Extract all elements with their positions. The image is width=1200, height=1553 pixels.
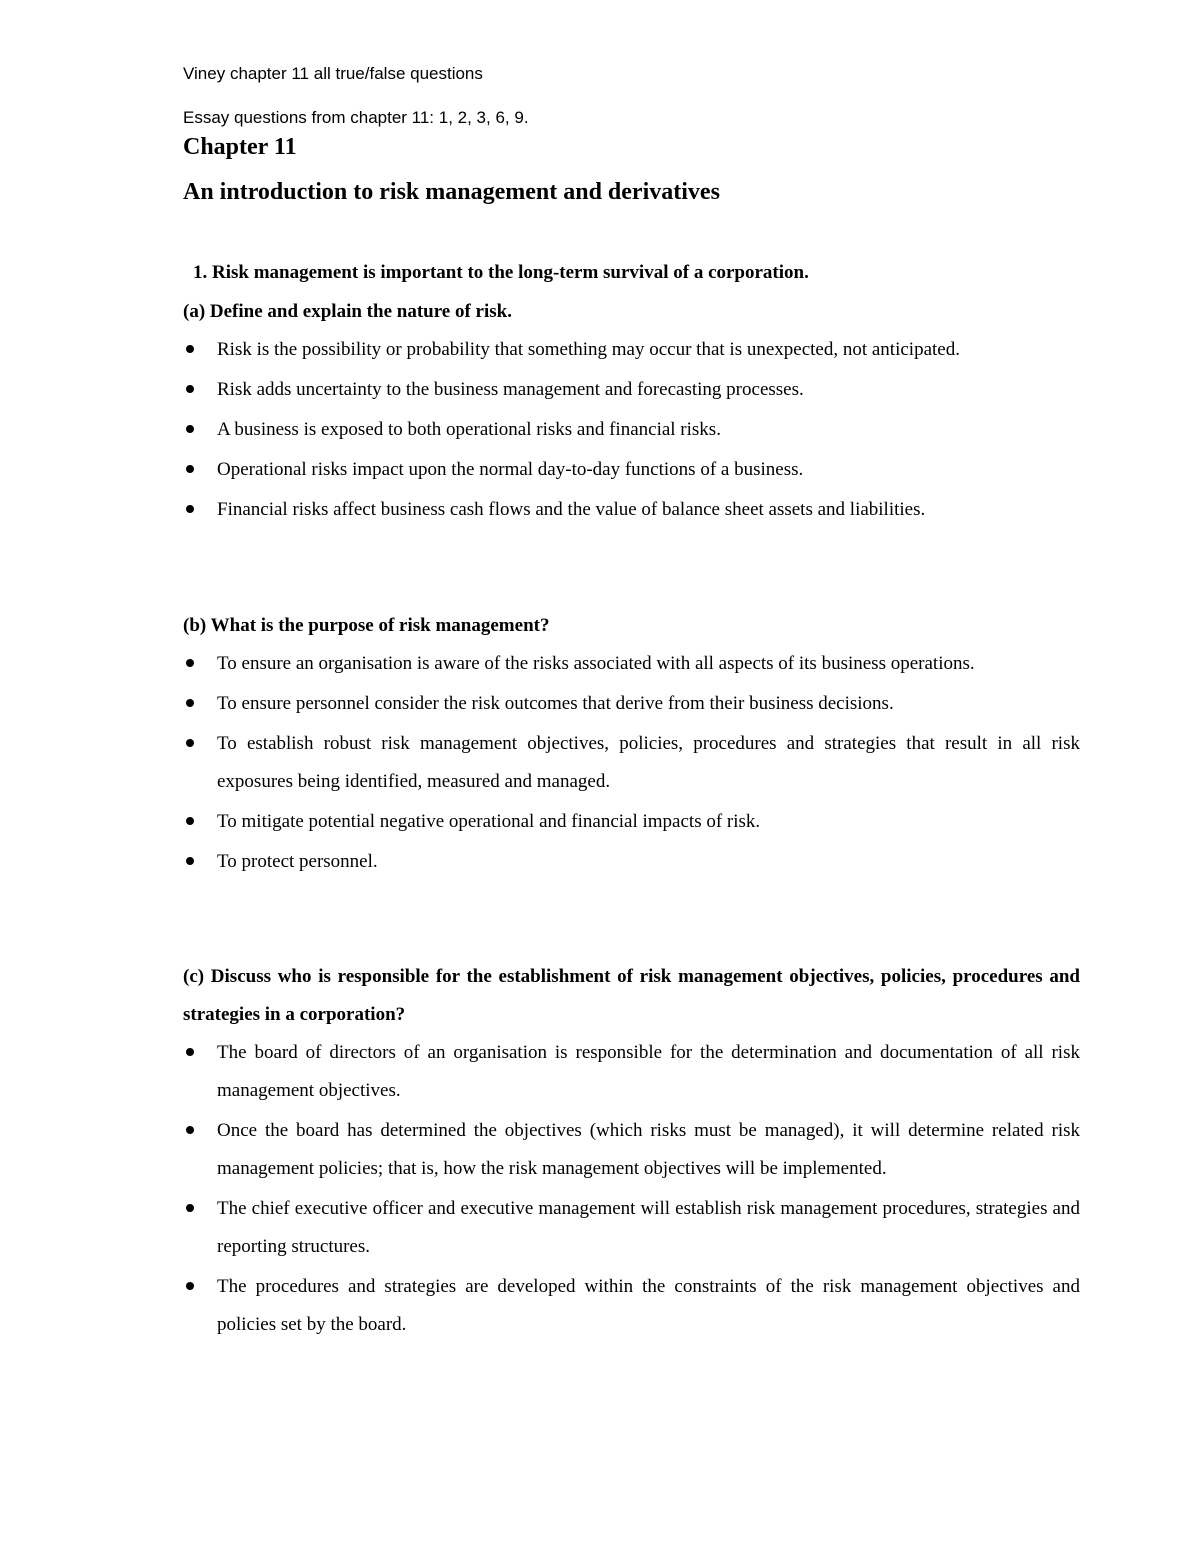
- chapter-subtitle: An introduction to risk management and derivatives: [183, 179, 720, 205]
- bullet-icon: [186, 425, 194, 433]
- bullet-icon: [186, 1204, 194, 1212]
- part-c-bullet-list: [183, 1034, 1080, 1344]
- part-b-bullet-list: [183, 645, 1080, 881]
- list-item: To protect personnel.: [183, 843, 1080, 881]
- bullet-icon: [186, 1126, 194, 1134]
- bullet-icon: [186, 699, 194, 707]
- bullet-icon: [186, 659, 194, 667]
- list-item: To establish robust risk management objectives, policies, procedures and strategies that result in all risk exposures being identified, measured and managed.: [183, 725, 1080, 801]
- part-c-heading: (c) Discuss who is responsible for the establishment of risk management objectives, policies, procedures and strategies in a corporation?: [183, 966, 1080, 1025]
- list-item: Risk adds uncertainty to the business management and forecasting processes.: [183, 371, 1080, 409]
- list-item: The board of directors of an organisation is responsible for the determination and documentation of all risk management objectives.: [183, 1034, 1080, 1110]
- part-c-section: [183, 958, 1080, 1346]
- list-item: The procedures and strategies are developed within the constraints of the risk management objectives and policies set by the board.: [183, 1268, 1080, 1344]
- list-item: A business is exposed to both operational risks and financial risks.: [183, 411, 1080, 449]
- bullet-icon: [186, 1048, 194, 1056]
- part-b-section: [183, 607, 1080, 883]
- part-a-heading: (a) Define and explain the nature of risk.: [183, 301, 512, 322]
- bullet-icon: [186, 817, 194, 825]
- bullet-icon: [186, 1282, 194, 1290]
- bullet-icon: [186, 857, 194, 865]
- assignment-line-essay: Essay questions from chapter 11: 1, 2, 3, 6, 9.: [183, 108, 529, 127]
- bullet-icon: [186, 385, 194, 393]
- bullet-icon: [186, 739, 194, 747]
- question-1-heading: 1. Risk management is important to the long-term survival of a corporation.: [193, 262, 809, 283]
- part-a-bullet-list: [183, 331, 1080, 529]
- chapter-title: Chapter 11: [183, 134, 297, 160]
- list-item: Risk is the possibility or probability that something may occur that is unexpected, not anticipated.: [183, 331, 1080, 369]
- bullet-icon: [186, 465, 194, 473]
- list-item: To ensure an organisation is aware of the risks associated with all aspects of its business operations.: [183, 645, 1080, 683]
- part-b-heading: (b) What is the purpose of risk management?: [183, 615, 550, 636]
- list-item: To mitigate potential negative operational and financial impacts of risk.: [183, 803, 1080, 841]
- bullet-icon: [186, 505, 194, 513]
- list-item: The chief executive officer and executive management will establish risk management procedures, strategies and reporting structures.: [183, 1190, 1080, 1266]
- part-a-section: [183, 293, 1080, 531]
- list-item: Once the board has determined the objectives (which risks must be managed), it will determine related risk management policies; that is, how the risk management objectives will be implemented.: [183, 1112, 1080, 1188]
- bullet-icon: [186, 345, 194, 353]
- assignment-line-true-false: Viney chapter 11 all true/false questions: [183, 64, 483, 83]
- list-item: To ensure personnel consider the risk outcomes that derive from their business decisions.: [183, 685, 1080, 723]
- list-item: Operational risks impact upon the normal day-to-day functions of a business.: [183, 451, 1080, 489]
- list-item: Financial risks affect business cash flows and the value of balance sheet assets and liabilities.: [183, 491, 1080, 529]
